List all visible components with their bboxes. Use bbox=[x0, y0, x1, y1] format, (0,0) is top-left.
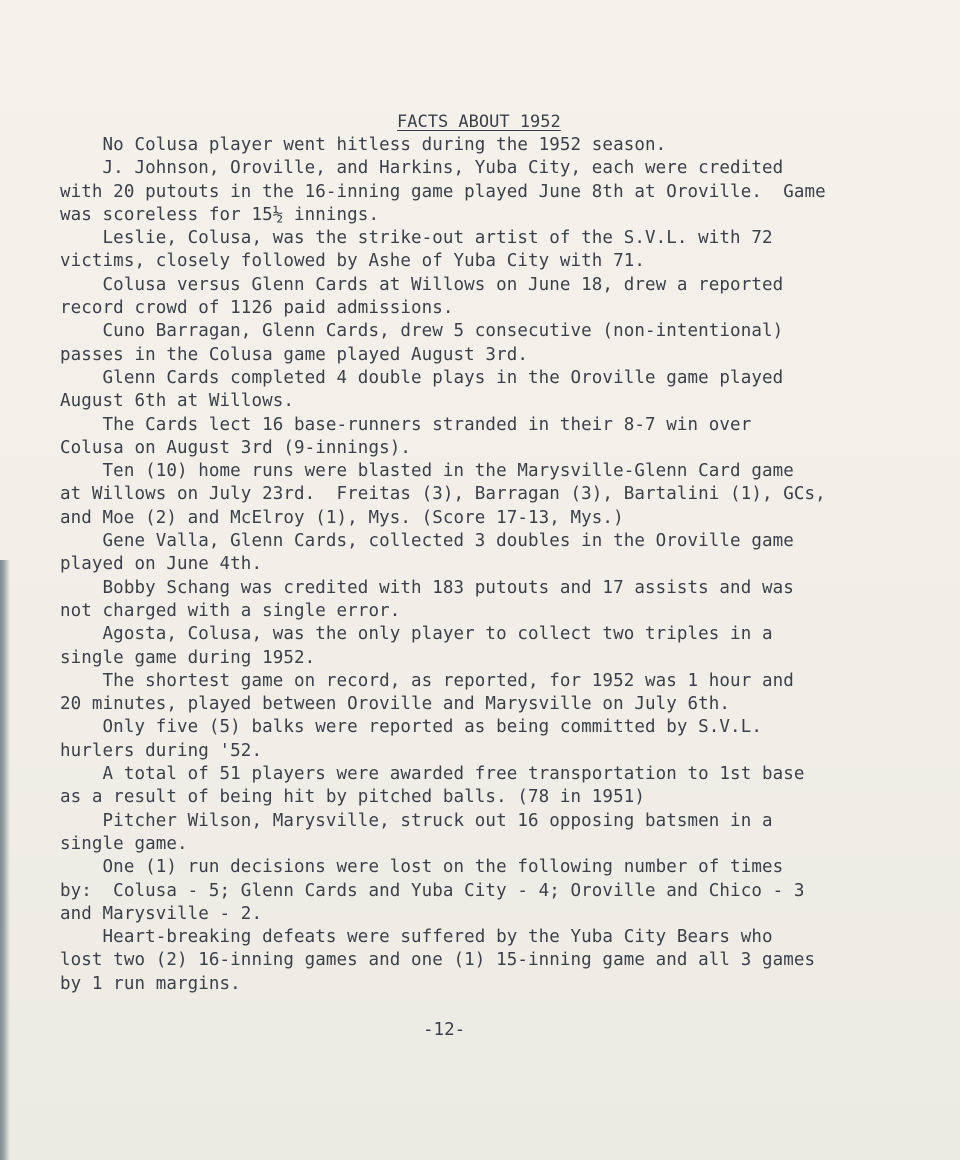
text-line: passes in the Colusa game played August 3rd. bbox=[60, 344, 528, 365]
text-line: August 6th at Willows. bbox=[60, 391, 294, 412]
text-line: and Moe (2) and McElroy (1), Mys. (Score 17-13, Mys.) bbox=[60, 507, 624, 528]
text-line: by: Colusa - 5; Glenn Cards and Yuba City - 4; Oroville and Chico - 3 bbox=[60, 880, 805, 901]
text-line: not charged with a single error. bbox=[60, 600, 401, 621]
text-line: Only five (5) balks were reported as being committed by S.V.L. bbox=[60, 717, 762, 738]
text-line: The shortest game on record, as reported, for 1952 was 1 hour and bbox=[60, 670, 794, 691]
text-line: Agosta, Colusa, was the only player to collect two triples in a bbox=[60, 624, 773, 645]
text-line: Cuno Barragan, Glenn Cards, drew 5 consecutive (non-intentional) bbox=[60, 321, 784, 342]
text-line: hurlers during '52. bbox=[60, 740, 263, 761]
text-line: lost two (2) 16-inning games and one (1) 15-inning game and all 3 games bbox=[60, 950, 816, 971]
text-line: One (1) run decisions were lost on the following number of times bbox=[60, 857, 784, 878]
text-line: Leslie, Colusa, was the strike-out artist of the S.V.L. with 72 bbox=[60, 228, 773, 249]
document-body bbox=[60, 134, 920, 996]
text-line: Colusa versus Glenn Cards at Willows on June 18, drew a reported bbox=[60, 274, 784, 295]
text-line: played on June 4th. bbox=[60, 554, 263, 575]
text-line: J. Johnson, Oroville, and Harkins, Yuba City, each were credited bbox=[60, 158, 784, 179]
text-line: Colusa on August 3rd (9-innings). bbox=[60, 437, 411, 458]
text-line: Glenn Cards completed 4 double plays in the Oroville game played bbox=[60, 367, 784, 388]
text-line: 20 minutes, played between Oroville and Marysville on July 6th. bbox=[60, 694, 731, 715]
text-line: Gene Valla, Glenn Cards, collected 3 doubles in the Oroville game bbox=[60, 531, 794, 552]
text-line: No Colusa player went hitless during the 1952 season. bbox=[60, 135, 667, 155]
text-line: victims, closely followed by Ashe of Yuba City with 71. bbox=[60, 251, 645, 272]
text-line: single game. bbox=[60, 833, 188, 854]
text-line: single game during 1952. bbox=[60, 647, 316, 668]
page-edge-shadow bbox=[0, 560, 10, 1160]
text-line: and Marysville - 2. bbox=[60, 903, 263, 924]
text-line: as a result of being hit by pitched balls. (78 in 1951) bbox=[60, 787, 645, 808]
text-line: by 1 run margins. bbox=[60, 973, 241, 994]
text-line: Heart-breaking defeats were suffered by the Yuba City Bears who bbox=[60, 927, 773, 948]
text-line: record crowd of 1126 paid admissions. bbox=[60, 298, 454, 319]
text-line: was scoreless for 15½ innings. bbox=[60, 204, 380, 225]
text-line: The Cards lect 16 base-runners stranded in their 8-7 win over bbox=[60, 414, 752, 435]
text-line: Ten (10) home runs were blasted in the Marysville-Glenn Card game bbox=[60, 461, 794, 482]
text-line: Pitcher Wilson, Marysville, struck out 16 opposing batsmen in a bbox=[60, 810, 773, 831]
page-number: -12- bbox=[423, 1020, 466, 1040]
text-line: A total of 51 players were awarded free transportation to 1st base bbox=[60, 764, 805, 785]
text-line: at Willows on July 23rd. Freitas (3), Barragan (3), Bartalini (1), GCs, bbox=[60, 484, 826, 505]
text-line: with 20 putouts in the 16-inning game played June 8th at Oroville. Game bbox=[60, 181, 826, 202]
text-line: Bobby Schang was credited with 183 putouts and 17 assists and was bbox=[60, 577, 794, 598]
page-title: FACTS ABOUT 1952 bbox=[397, 112, 561, 132]
